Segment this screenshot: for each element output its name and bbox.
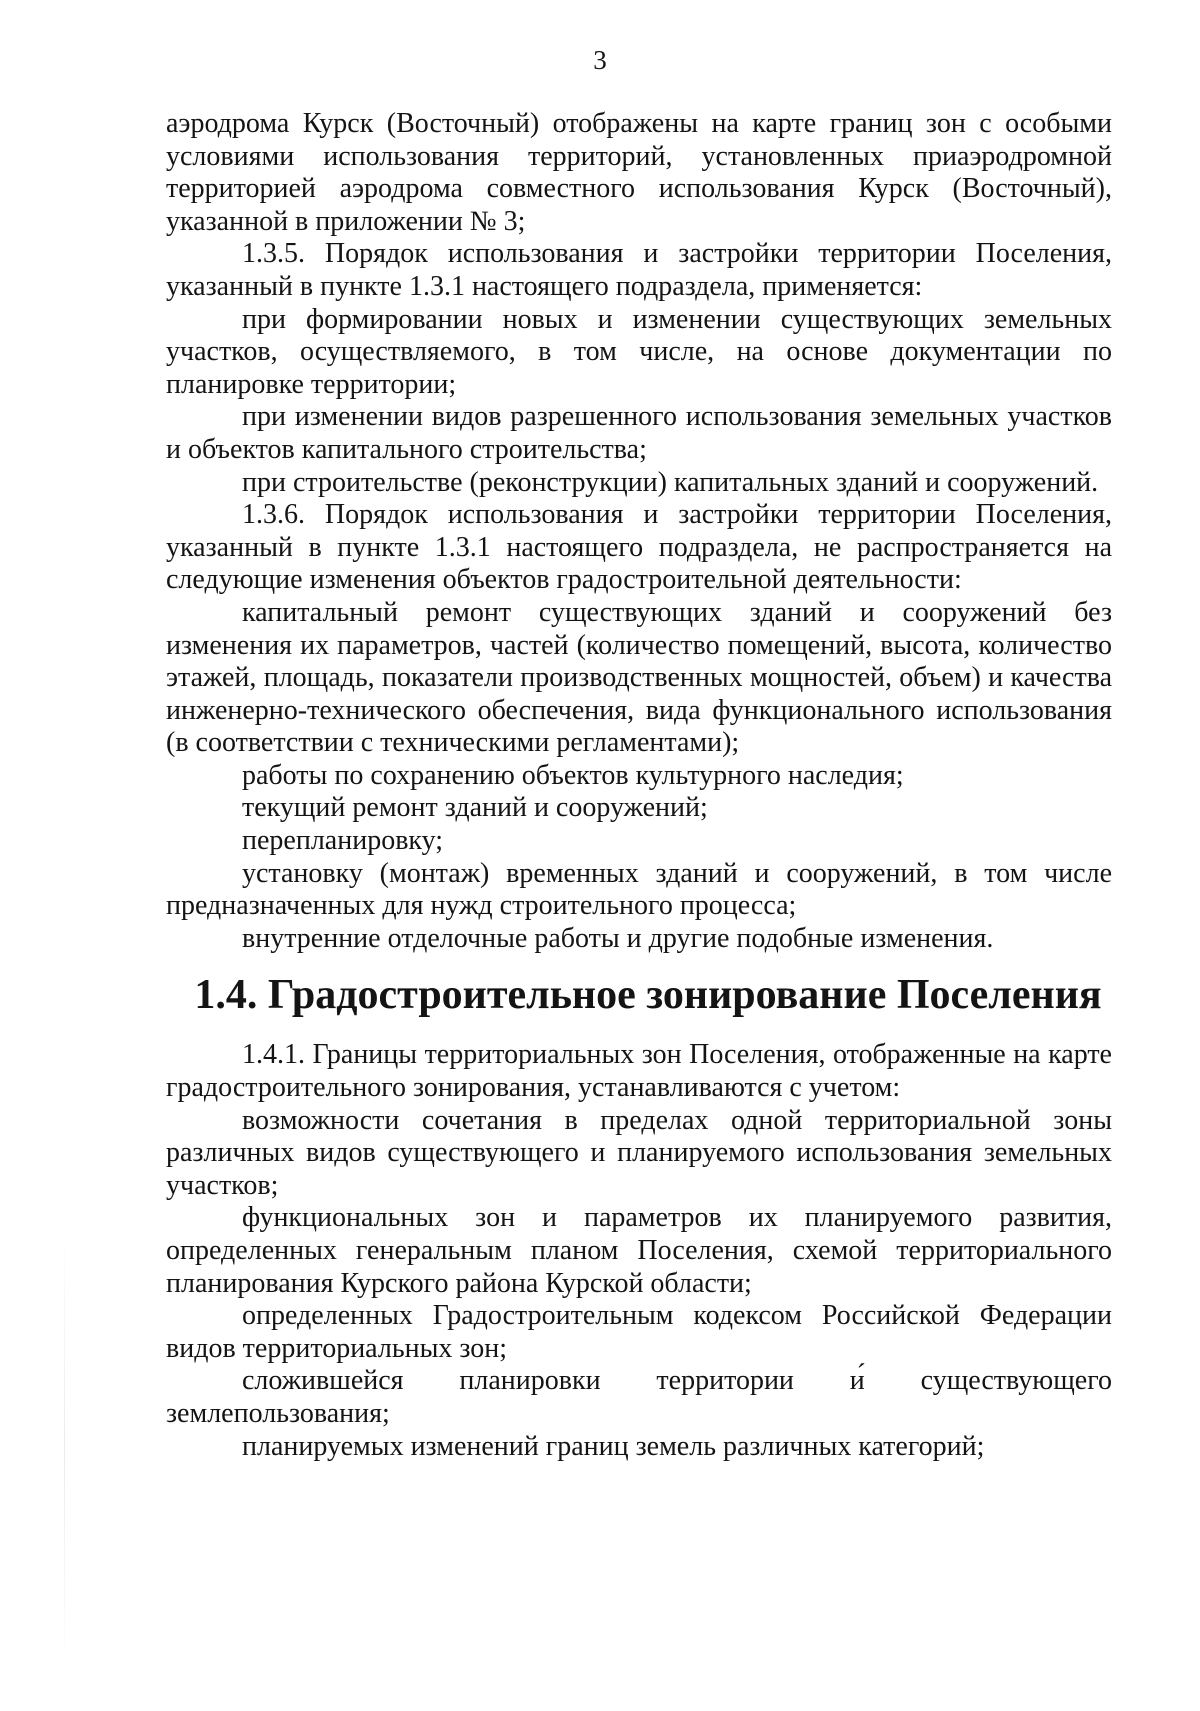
paragraph: 1.4.1. Границы территориальных зон Поселения, отображенные на карте градостроительного зонирования, устанавливаются с учетом: bbox=[166, 1039, 1112, 1104]
paragraph: при изменении видов разрешенного использования земельных участков и объектов капитального строительства; bbox=[166, 401, 1112, 465]
page-content bbox=[166, 108, 1112, 1463]
page-number: 3 bbox=[593, 45, 607, 75]
paragraph: планируемых изменений границ земель различных категорий; bbox=[242, 1430, 985, 1462]
paragraph: внутренние отделочные работы и другие подобные изменения. bbox=[242, 922, 994, 954]
paragraph: работы по сохранению объектов культурного наследия; bbox=[242, 759, 904, 791]
paragraph: установку (монтаж) временных зданий и сооружений, в том числе предназначенных для нужд строительного процесса; bbox=[166, 857, 1112, 922]
paragraph: возможности сочетания в пределах одной территориальной зоны различных видов существующего и планируемого использования земельных участков; bbox=[166, 1104, 1112, 1201]
paragraph: текущий ремонт зданий и сооружений; bbox=[242, 792, 708, 824]
paragraph: перепланировку; bbox=[242, 825, 444, 857]
paragraph: аэродрома Курск (Восточный) отображены на карте границ зон с особыми условиями использования территорий, установленных приаэродромной территорией аэродрома совместного использования Курск (Восточный), указанной в приложении № 3; bbox=[166, 108, 1112, 237]
paragraph: при формировании новых и изменении существующих земельных участков, осуществляемого, в том числе, на основе документации по планировке территории; bbox=[166, 303, 1112, 400]
section-heading: 1.4. Градостроительное зонирование Поселения bbox=[194, 972, 1102, 1019]
scan-margin-shadow bbox=[64, 1230, 65, 1670]
paragraph: определенных Градостроительным кодексом Российской Федерации видов территориальных зон; bbox=[166, 1300, 1112, 1364]
paragraph: функциональных зон и параметров их планируемого развития, определенных генеральным планом Поселения, схемой территориального планирования Курского района Курской области; bbox=[166, 1202, 1112, 1299]
paragraph: 1.3.6. Порядок использования и застройки территории Поселения, указанный в пункте 1.3.1 настоящего подраздела, не распространяется на следующие изменения объектов градостроительной деятельности: bbox=[166, 499, 1112, 596]
paragraph: при строительстве (реконструкции) капитальных зданий и сооружений. bbox=[242, 466, 1099, 498]
paragraph: сложившейся планировки территории и́ существующего землепользования; bbox=[166, 1365, 1112, 1429]
paragraph: 1.3.5. Порядок использования и застройки территории Поселения, указанный в пункте 1.3.1 настоящего подраздела, применяется: bbox=[166, 238, 1112, 302]
paragraph: капитальный ремонт существующих зданий и сооружений без изменения их параметров, частей (количество помещений, высота, количество этажей, площадь, показатели производственных мощностей, объем) и качества инженерно-технического обеспечения, вида функционального использования (в соответствии с техническими регламентами); bbox=[166, 596, 1112, 759]
